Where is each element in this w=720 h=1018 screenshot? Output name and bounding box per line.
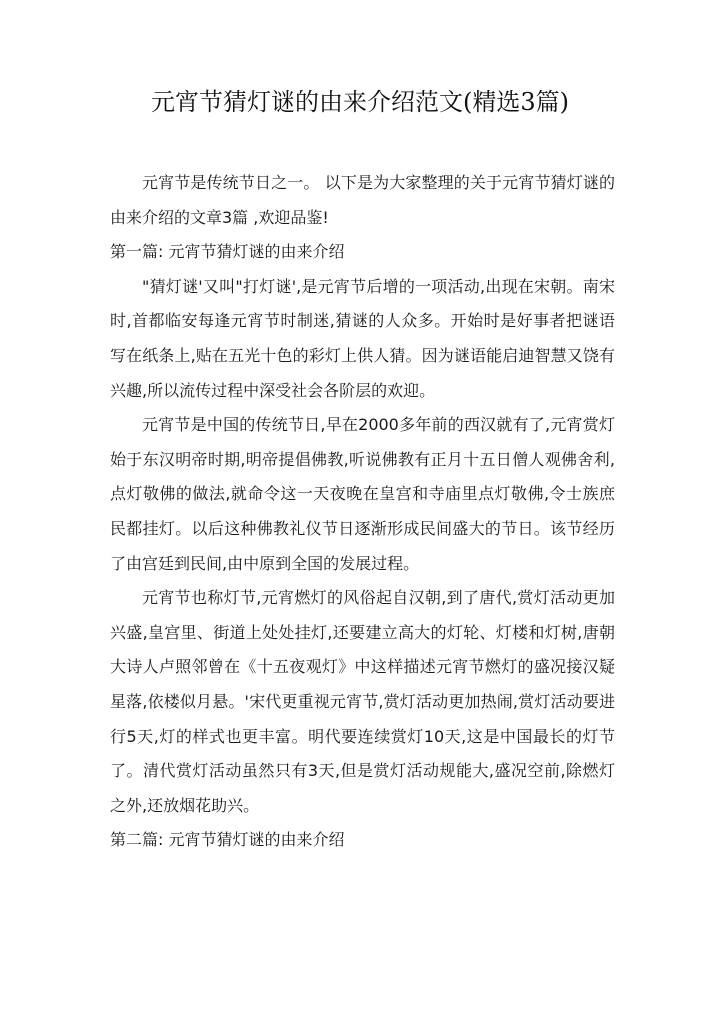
- document-body: [110, 166, 615, 858]
- section1-paragraph-2: 元宵节是中国的传统节日,早在2000多年前的西汉就有了,元宵赏灯始于东汉明帝时期,明帝提倡佛教,听说佛教有正月十五日僧人观佛舍利,点灯敬佛的做法,就命令这一天夜晚在皇宫和寺庙里点灯敬佛,令士族庶民都挂灯。以后这种佛教礼仪节日逐渐形成民间盛大的节日。该节经历了由宫廷到民间,由中原到全国的发展过程。: [110, 415, 615, 573]
- section-heading-2: 第二篇: 元宵节猜灯谜的由来介绍: [110, 830, 345, 850]
- section-heading-1: 第一篇: 元宵节猜灯谜的由来介绍: [110, 242, 345, 262]
- intro-paragraph: 元宵节是传统节日之一。 以下是为大家整理的关于元宵节猜灯谜的由来介绍的文章3篇 ,欢迎品鉴!: [110, 173, 615, 227]
- section1-paragraph-1: "猜灯谜'又叫"打灯谜',是元宵节后增的一项活动,出现在宋朝。南宋时,首都临安每逢元宵节时制迷,猜谜的人众多。开始时是好事者把谜语写在纸条上,贴在五光十色的彩灯上供人猜。因为谜语能启迪智慧又饶有兴趣,所以流传过程中深受社会各阶层的欢迎。: [110, 276, 615, 400]
- section1-paragraph-3: 元宵节也称灯节,元宵燃灯的风俗起自汉朝,到了唐代,赏灯活动更加兴盛,皇宫里、街道上处处挂灯,还要建立高大的灯轮、灯楼和灯树,唐朝大诗人卢照邻曾在《十五夜观灯》中这样描述元宵节燃灯的盛况接汉疑星落,依楼似月悬。'宋代更重视元宵节,赏灯活动更加热闹,赏灯活动要进行5天,灯的样式也更丰富。明代要连续赏灯10天,这是中国最长的灯节了。清代赏灯活动虽然只有3天,但是赏灯活动规能大,盛况空前,除燃灯之外,还放烟花助兴。: [110, 588, 615, 815]
- document-title: 元宵节猜灯谜的由来介绍范文(精选3篇): [151, 88, 569, 116]
